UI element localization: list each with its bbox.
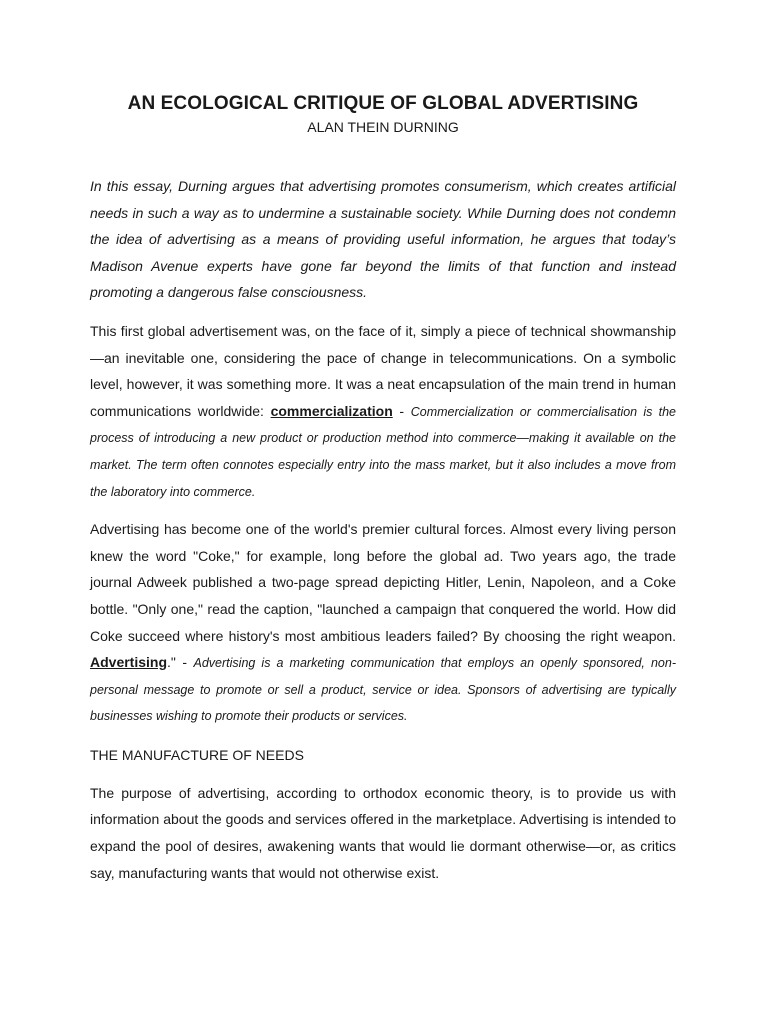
term-after: ." - <box>167 654 194 671</box>
term-advertising: Advertising <box>90 654 168 671</box>
paragraph-commercialization <box>90 318 676 504</box>
document-page <box>90 92 676 886</box>
intro-paragraph: In this essay, Durning argues that advertising promotes consumerism, which creates artificial needs in such a way as to undermine a sustainable society. While Durning does not condemn the idea of advertising as a means of providing useful information, he argues that today’s Madison Avenue experts have gone far beyond the limits of that function and instead promoting a dangerous false consciousness. <box>90 178 676 301</box>
term-commercialization: commercialization <box>270 402 393 419</box>
section-heading: THE MANUFACTURE OF NEEDS <box>90 746 304 763</box>
paragraph-text: Advertising has become one of the world's premier cultural forces. Almost every living person knew the word "Coke," for example, long before the global ad. Two years ago, the trade journal Adweek published a two-page spread depicting Hitler, Lenin, Napoleon, and a Coke bottle. "Only one," read the caption, "launched a campaign that conquered the world. How did Coke succeed where history's most ambitious leaders failed? By choosing the right weapon. <box>90 521 676 644</box>
definition-advertising: Advertising is a marketing communication that employs an openly sponsored, non-personal message to promote or sell a product, service or idea. Sponsors of advertising are typically businesses wishing to promote their products or services. <box>90 656 676 724</box>
term-separator: - <box>392 402 411 419</box>
document-author: ALAN THEIN DURNING <box>307 119 459 135</box>
paragraph-text: This first global advertisement was, on the face of it, simply a piece of technical showmanship—an inevitable one, considering the pace of change in telecommunications. On a symbolic level, however, it was something more. It was a neat encapsulation of the main trend in human communications worldwide: <box>90 322 676 419</box>
paragraph-purpose: The purpose of advertising, according to orthodox economic theory, is to provide us with information about the goods and services offered in the marketplace. Advertising is intended to expand the pool of desires, awakening wants that would lie dormant otherwise—or, as critics say, manufacturing wants that would not otherwise exist. <box>90 784 676 881</box>
document-title: AN ECOLOGICAL CRITIQUE OF GLOBAL ADVERTISING <box>127 93 639 114</box>
definition-commercialization: Commercialization or commercialisation is the process of introducing a new product or production method into commerce—making it available on the market. The term often connotes especially entry into the mass market, but it also includes a move from the laboratory into commerce. <box>90 404 676 499</box>
paragraph-advertising <box>90 516 676 729</box>
